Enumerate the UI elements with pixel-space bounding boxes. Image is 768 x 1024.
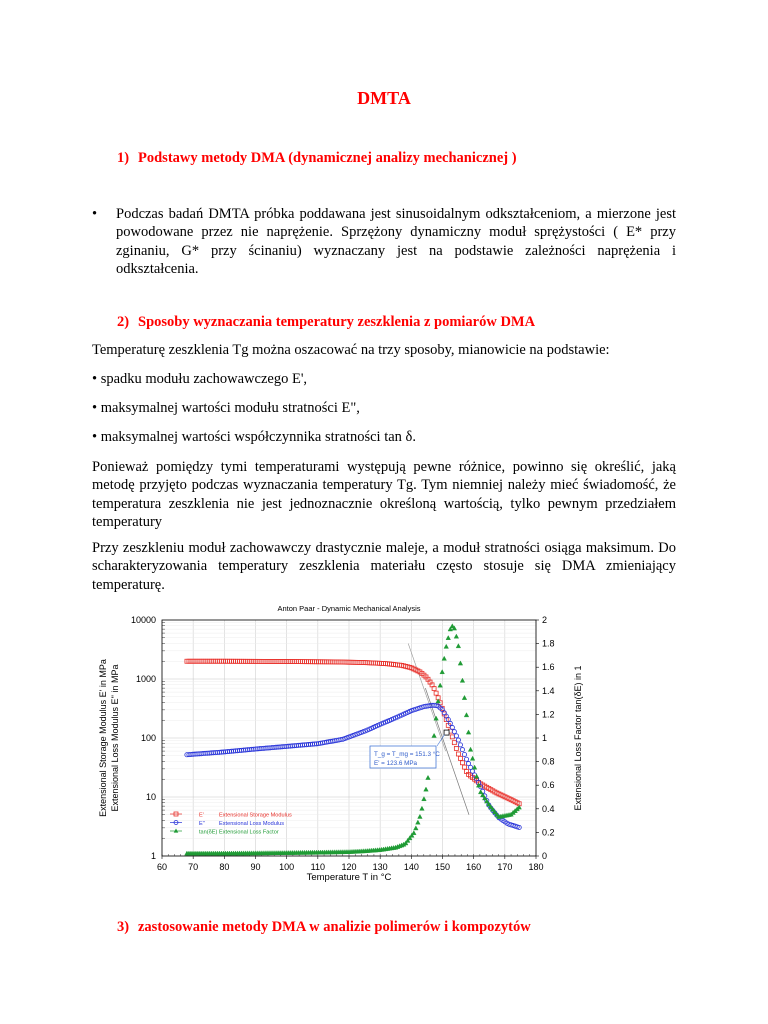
legend-label: Extensional Loss Modulus [219,820,284,827]
intro-text: Temperaturę zeszklenia Tg można oszacować na trzy sposoby, mianowicie na podstawie: [92,342,610,358]
section-3-number: 3) [117,919,130,935]
y-left-tick-label: 1000 [135,674,156,684]
chart-title: Anton Paar - Dynamic Mechanical Analysis [277,604,421,613]
method-item-loss: • maksymalnej wartości modułu stratności E", [92,400,360,416]
x-tick-label: 160 [466,862,482,872]
bullet-text: Podczas badań DMTA próbka poddawana jest sinusoidalnym odkształceniom, a mierzone jest powodowane przez nie naprężenie. Sprzężony dynamiczny moduł sprężystości ( E* przy zginaniu, G* przy ścinaniu) wyznaczany jest na podstawie zależności naprężenia i odkształcenia. [116,206,676,277]
section-2-text: Sposoby wyznaczania temperatury zeszklenia z pomiarów DMA [138,314,536,330]
x-tick-label: 130 [372,862,388,872]
legend-symbol: E' [199,812,204,819]
x-tick-label: 100 [279,862,295,872]
y-right-tick-label: 0 [542,851,548,861]
x-tick-label: 110 [310,862,326,872]
section-2-number: 2) [117,314,130,330]
y-right-tick-label: 1 [542,733,548,743]
y-left-tick-label: 10000 [130,615,156,625]
x-axis-label: Temperature T in °C [306,872,392,883]
x-tick-label: 150 [434,862,451,872]
x-tick-label: 60 [156,862,168,872]
legend-symbol: tan(δE) [199,829,218,836]
legend-symbol: E'' [199,820,205,827]
y-right-tick-label: 2 [542,615,548,625]
paragraph-glass-transition: Przy zeszkleniu moduł zachowawczy drastycznie maleje, a moduł stratności osiąga maksimum. Do scharakteryzowania temperatury zeszklenia materiału często stosuje się DMA zmieniający temperaturę. [92,540,676,593]
legend-label: Extensional Storage Modulus [219,812,292,819]
section-1-text: Podstawy metody DMA (dynamicznej analizy mechanicznej ) [138,150,517,166]
y-right-tick-label: 1.2 [542,709,555,720]
y-right-tick-label: 1.4 [542,685,555,696]
y-left-axis-label: Extensional Loss Modulus E'' in MPa [110,664,120,812]
y-right-tick-label: 0.4 [542,803,555,814]
x-tick-label: 90 [250,862,261,872]
document-title: DMTA [357,88,411,108]
x-tick-label: 70 [188,862,199,872]
bullet-icon: • [92,206,98,222]
paragraph-tg-differences: Ponieważ pomiędzy tymi temperaturami występują pewne różnice, powinno się określić, jaką metodę przyjęto podczas wyznaczania temperatury Tg. Tym niemniej należy mieć świadomość, że temperatura zeszklenia nie jest jednoznacznie określoną wartością, tylko pewnym przedziałem temperatury [92,459,676,530]
y-left-axis-label: Extensional Storage Modulus E' in MPa [98,659,108,817]
y-left-tick-label: 100 [140,733,156,743]
legend-label: Extensional Loss Factor [219,829,279,836]
x-tick-label: 140 [403,862,419,872]
y-right-tick-label: 1.6 [542,662,555,673]
method-item-storage: • spadku modułu zachowawczego E', [92,371,308,387]
annotation-line-1: T_g = T_mg = 151.3 °C [374,751,440,758]
tg-point-marker [444,730,449,735]
x-tick-label: 120 [341,862,357,872]
y-right-tick-label: 0.6 [542,780,555,791]
y-left-tick-label: 10 [145,792,156,802]
y-left-tick-label: 1 [150,851,156,861]
x-tick-label: 170 [497,862,513,872]
annotation-line-2: E' = 123.6 MPa [374,760,418,767]
section-3-text: zastosowanie metody DMA w analizie polimerów i kompozytów [138,919,531,935]
y-right-tick-label: 1.8 [542,638,555,649]
y-right-tick-label: 0.8 [542,756,555,767]
x-tick-label: 180 [528,862,544,872]
section-1-number: 1) [117,150,130,166]
section-3-heading [117,919,531,936]
method-item-tan-delta: • maksymalnej wartości współczynnika stratności tan δ. [92,429,416,445]
y-right-tick-label: 0.2 [542,827,555,838]
y-right-axis-label: Extensional Loss Factor tan(δE) in 1 [573,665,583,811]
x-tick-label: 80 [219,862,230,872]
